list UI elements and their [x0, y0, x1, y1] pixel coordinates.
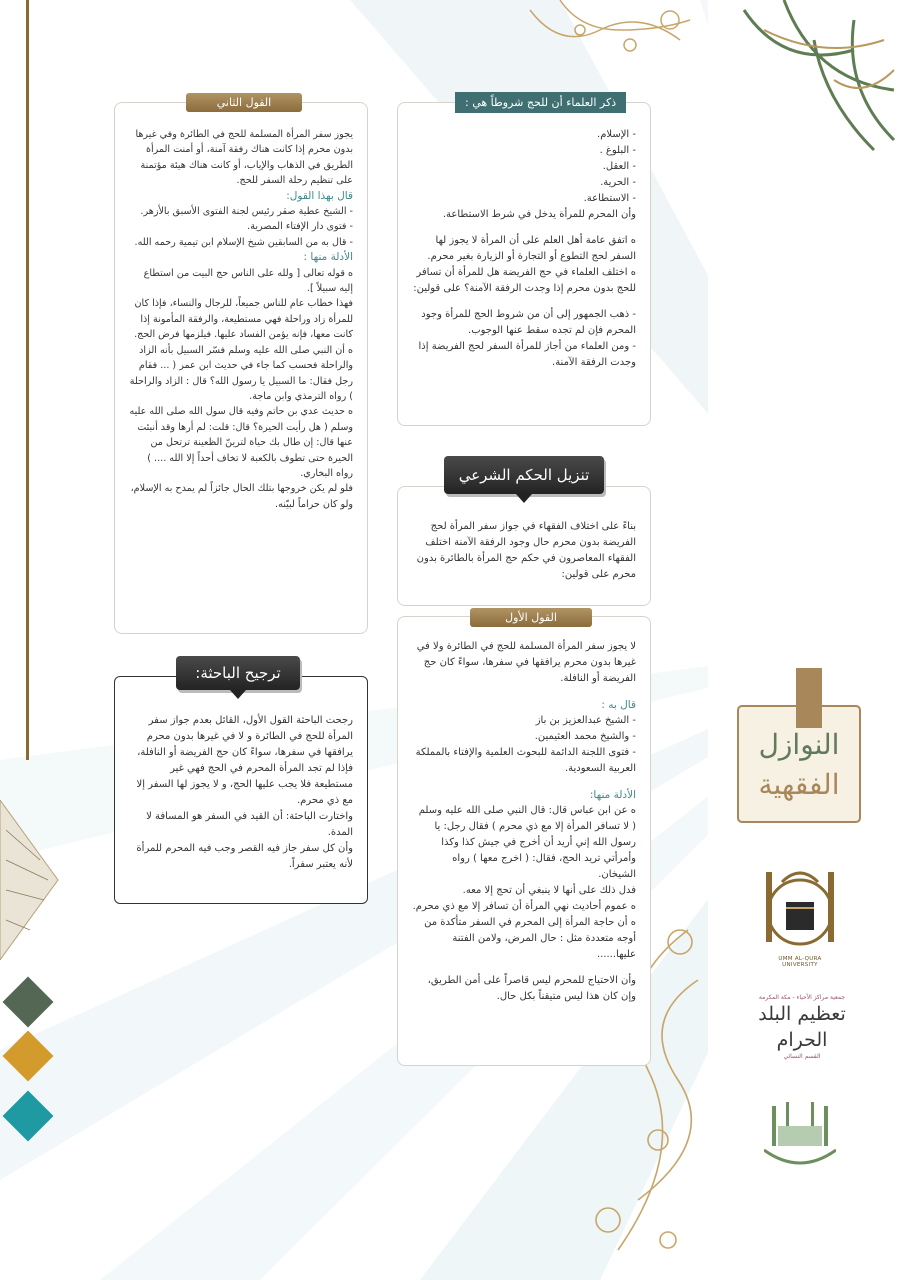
- majority-view: - ذهب الجمهور إلى أن من شروط الحج للمرأة وجود المحرم فإن لم تجده سقط عنها الوجوب.: [421, 309, 636, 336]
- university-logo: [760, 852, 840, 970]
- second-view-statement: يجوز سفر المرأة المسلمة للحج في الطائرة وفي غيرها بدون محرم إذا كانت هناك رفقة آمنة، أو أمنت المرأة الطريق في الذهاب والإياب، أو كانت هناك هيئة مؤتمنة على تنظيم رحلة السفر للحج.: [135, 129, 353, 187]
- evidence-item: ه عموم أحاديث نهي المرأة أن تسافر إلا مع ذي محرم.: [412, 901, 636, 912]
- condition-item: - الحرية.: [600, 177, 636, 188]
- calligraphy-ornament: [724, 0, 904, 160]
- second-view-card: [114, 102, 368, 634]
- application-card: [397, 486, 651, 606]
- conditions-header: ذكر العلماء أن للحج شروطاً هي :: [455, 92, 626, 113]
- side-pattern-ornament: [0, 800, 60, 960]
- evidence-item: ه حديث عدي بن حاتم وفيه قال سول الله صلى الله عليه وسلم ( هل رأيت الحيرة؟ قال: قلت: لم أرها وقد أنبئت عنها قال: إن طال بك حياة لترينّ الظعينة ترتحل من الحيرة حتى تطوف بالكعبة لا تخاف أحداً إلا الله .... ) رواه البخاري.: [129, 406, 353, 479]
- second-view-evidence-label: الأدلة منها :: [303, 251, 353, 264]
- scholar-item: - والشيخ محمد العثيمين.: [534, 731, 636, 742]
- conditions-card: [397, 102, 651, 426]
- main-title-line1: النوازل: [758, 728, 840, 761]
- mosque-logo-icon: [764, 1100, 836, 1166]
- agreement-text: ه اتفق عامة أهل العلم على أن المرأة لا يجوز لها السفر لحج التطوع أو التجارة أو الزيارة بغير محرم.: [427, 235, 636, 262]
- evidence-item: فلو لم يكن خروجها بتلك الحال جائزاً لم يمدح به الإسلام، ولو كان حراماً لبيّنه.: [130, 483, 353, 510]
- evidence-item: ه أن النبي صلى الله عليه وسلم فسّر السبيل بأنه الزاد والراحلة فحسب كما جاء في حديث ابن عمر ( ... فقام رجل فقال: ما السبيل يا رسول الله؟ قال : الزاد والراحلة ) رواه الترمذي وابن ماجة.: [129, 344, 353, 402]
- association-main-text: تعظيم البلد الحرام: [758, 1003, 846, 1051]
- first-view-tag: القول الأول: [470, 608, 592, 627]
- mahram-note: وأن المحرم للمرأة يدخل في شرط الاستطاعة.: [442, 209, 636, 220]
- dispute-text: ه اختلف العلماء في حج الفريضة هل للمرأة أن تسافر للحج بدون محرم إذا وجدت الرفقة الآمنة؟ على قولين:: [413, 267, 636, 294]
- scholar-item: - قال به من السابقين شيخ الإسلام ابن تيمية رحمه الله.: [134, 236, 353, 248]
- scholar-item: - الشيخ عطية صقر رئيس لجنة الفتوى الأسبق بالأزهر.: [140, 206, 353, 218]
- scholar-item: - فتوى دار الإفتاء المصرية.: [247, 221, 353, 233]
- second-view-tag: القول الثاني: [186, 93, 302, 112]
- association-small-text: جمعية مراكز الأحياء - مكة المكرمة: [758, 994, 846, 1001]
- preference-paragraph: واختارت الباحثة: أن القيد في السفر هو المسافة لا المدة.: [146, 811, 353, 838]
- floral-ornament-top: [520, 0, 710, 70]
- condition-item: - البلوغ .: [599, 145, 636, 156]
- university-name: UMM AL-QURA UNIVERSITY: [778, 956, 822, 968]
- first-view-statement: لا يجوز سفر المرأة المسلمة للحج في الطائرة ولا في غيرها بدون محرم يرافقها في سفرها، سواءً كان حج الفريضة أو النافلة.: [416, 641, 636, 684]
- preference-paragraph: وأن كل سفر جاز فيه القصر وجب فيه المحرم للمرأة لأنه يعتبر سفراً.: [136, 843, 353, 870]
- scholar-item: - فتوى اللجنة الدائمة للبحوث العلمية والإفتاء بالمملكة العربية السعودية.: [415, 747, 636, 774]
- condition-item: - العقل.: [602, 161, 636, 172]
- first-view-closing: وأن الاحتياج للمحرم ليس قاصراً على أمن الطريق، وإن كان هذا ليس متيقناً بكل حال.: [427, 975, 636, 1002]
- preference-card: [114, 676, 368, 904]
- evidence-item: فدل ذلك على أنها لا ينبغي أن تحج إلا معه.: [462, 885, 636, 896]
- main-title-line2: الفقهية: [758, 768, 840, 801]
- preference-title: ترجيح الباحثة:: [176, 656, 300, 690]
- application-text: بناءً على اختلاف الفقهاء في جواز سفر المرأة لحج الفريضة بدون محرم حال وجود الرفقة الآمنة اختلف الفقهاء المعاصرون في حكم حج المرأة بالطائرة بدون محرم على قولين:: [416, 521, 636, 580]
- evidence-item: فهذا خطاب عام للناس جميعاً، للرجال والنساء، فإذا كان للمرأة زاد وراحلة فهي مستطيعة، والرفقة المأمونة إذا كانت معها، فإنه يؤمن الفساد عليها. فيلزمها فرض الحج.: [134, 298, 353, 341]
- scholar-item: - الشيخ عبدالعزيز بن باز: [535, 715, 636, 726]
- condition-item: - الاستطاعة.: [583, 193, 636, 204]
- first-view-card: [397, 616, 651, 1066]
- association-logo: [732, 994, 872, 1058]
- first-view-evidence-label: الأدلة منها:: [589, 789, 636, 801]
- main-title-logo: [736, 666, 862, 826]
- minority-view: - ومن العلماء من أجاز للمرأة السفر لحج الفريضة إذا وجدت الرفقة الآمنة.: [418, 341, 636, 368]
- association-sub-text: القسم النسائي: [783, 1053, 821, 1060]
- second-view-said-by-label: قال بهذا القول:: [286, 189, 353, 202]
- evidence-item: ه قوله تعالى [ ولله على الناس حج البيت من استطاع إليه سبيلاً ].: [143, 267, 353, 295]
- application-title: تنزيل الحكم الشرعي: [444, 456, 604, 494]
- preference-paragraph: رجحت الباحثة القول الأول، القائل بعدم جواز سفر المرأة للحج في الطائرة و لا في غيرها بدون محرم يرافقها في سفرها، سواءً كان حج الفريضة أو النافلة، فإذا لم تجد المرأة المحرم في الحج فهي غير مستطيعة فلا يجب عليها الحج، و لا يجوز لها السفر إلا مع ذي محرم.: [136, 715, 353, 806]
- evidence-item: ه أن حاجة المرأة إلى المحرم في السفر متأكدة من أوجه متعددة مثل : حال المرض، ولامن الفتنة عليها......: [424, 917, 636, 960]
- condition-item: - الإسلام.: [597, 129, 636, 140]
- evidence-item: ه عن ابن عباس قال: قال النبي صلى الله عليه وسلم ( لا تسافر المرأة إلا مع ذي محرم ) فقال رجل: يا رسول الله إني أريد أن أخرج في جيش كذا وكذا وأمرأتي تريد الحج، فقال: ( اخرج معها ) رواه الشيخان.: [418, 805, 636, 880]
- university-emblem-icon: [760, 852, 840, 952]
- first-view-said-by-label: قال به :: [601, 699, 636, 711]
- vertical-rule: [26, 0, 29, 760]
